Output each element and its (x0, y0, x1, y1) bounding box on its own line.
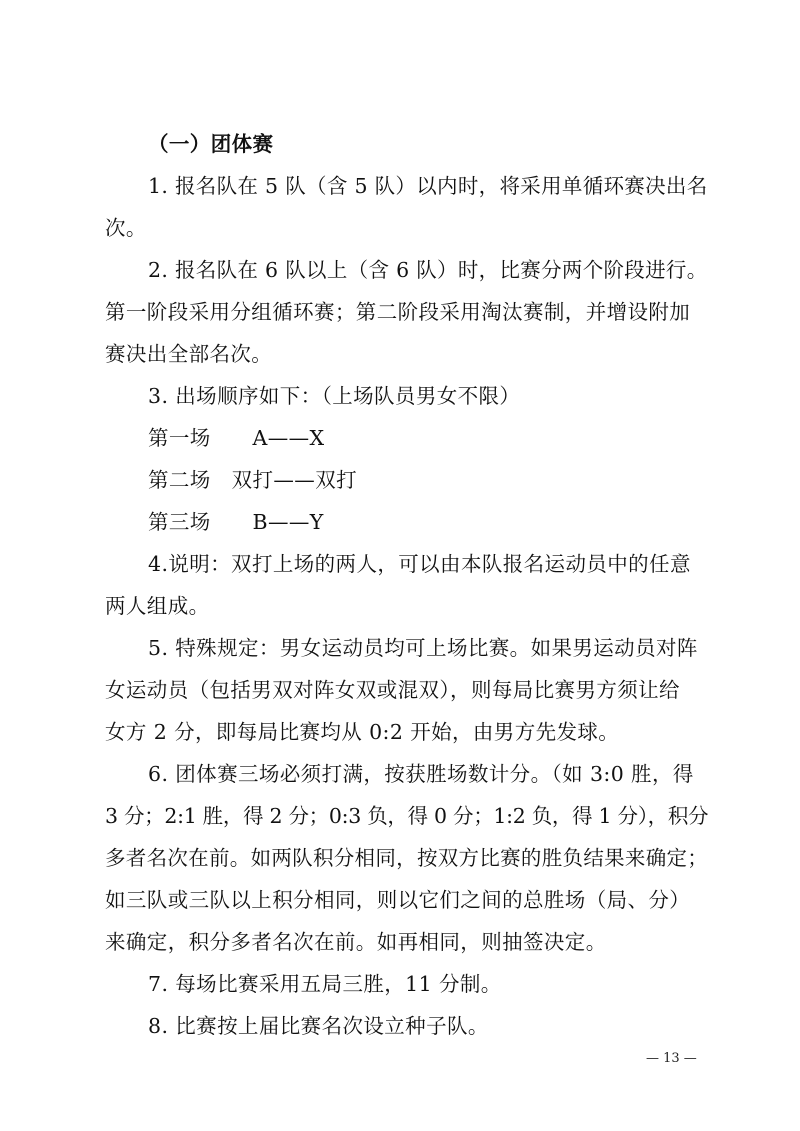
paragraph-line: 来确定，积分多者名次在前。如再相同，则抽签决定。 (105, 930, 607, 954)
paragraph-line: 两人组成。 (105, 594, 210, 618)
paragraph-line: 次。 (105, 216, 147, 240)
paragraph-line: 8. 比赛按上届比赛名次设立种子队。 (148, 1014, 489, 1038)
paragraph-line: 第一阶段采用分组循环赛；第二阶段采用淘汰赛制，并增设附加 (105, 300, 691, 324)
paragraph-line: 7. 每场比赛采用五局三胜，11 分制。 (148, 972, 502, 996)
paragraph-line: 2. 报名队在 6 队以上（含 6 队）时，比赛分两个阶段进行。 (148, 258, 708, 282)
paragraph-line: 6. 团体赛三场必须打满，按获胜场数计分。（如 3:0 胜，得 (148, 762, 694, 786)
paragraph-line: 4.说明：双打上场的两人，可以由本队报名运动员中的任意 (148, 552, 691, 576)
paragraph-line: 3. 出场顺序如下：（上场队员男女不限） (148, 384, 521, 408)
paragraph-line: 赛决出全部名次。 (105, 342, 273, 366)
paragraph-line: 如三队或三队以上积分相同，则以它们之间的总胜场（局、分） (105, 888, 691, 912)
paragraph-line: 1. 报名队在 5 队（含 5 队）以内时，将采用单循环赛决出名 (148, 174, 708, 198)
match-order-line: 第二场 双打——双打 (148, 468, 357, 492)
paragraph-line: 5. 特殊规定：男女运动员均可上场比赛。如果男运动员对阵 (148, 636, 698, 660)
paragraph-line: 3 分；2:1 胜，得 2 分；0:3 负，得 0 分；1:2 负，得 1 分），积分 (105, 804, 709, 828)
section-heading: （一）团体赛 (148, 132, 274, 156)
paragraph-line: 女方 2 分，即每局比赛均从 0:2 开始，由男方先发球。 (105, 720, 620, 744)
paragraph-line: 多者名次在前。如两队积分相同，按双方比赛的胜负结果来确定； (105, 846, 709, 870)
paragraph-line: 女运动员（包括男双对阵女双或混双），则每局比赛男方须让给 (105, 678, 680, 702)
match-order-line: 第三场 B——Y (148, 510, 324, 534)
match-order-line: 第一场 A——X (148, 426, 325, 450)
page-number: — 13 — (646, 1051, 697, 1066)
